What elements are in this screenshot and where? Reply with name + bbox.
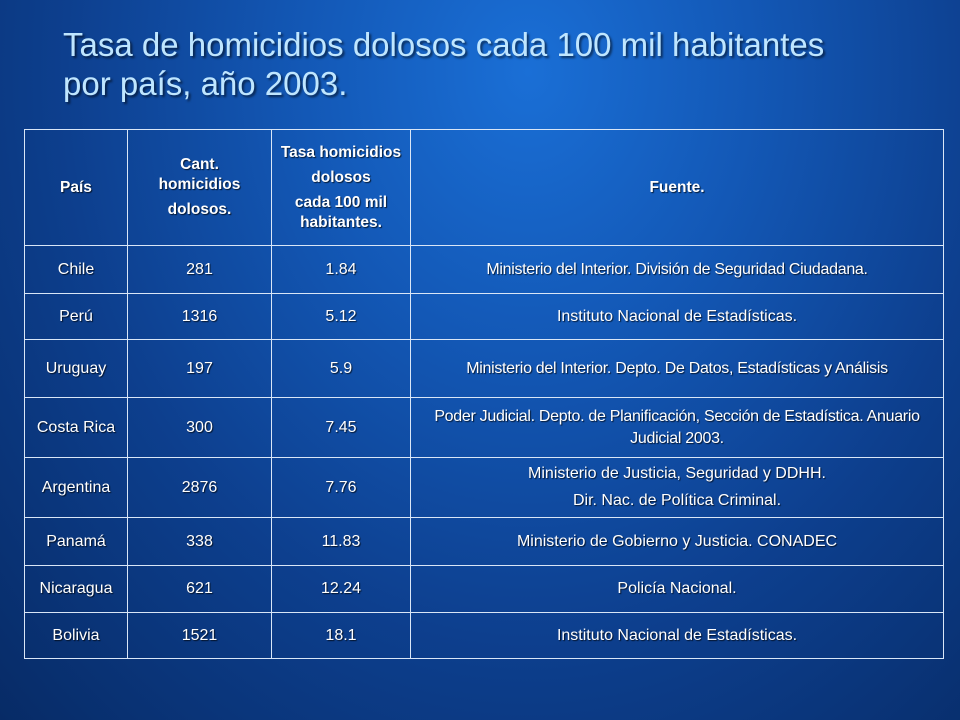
cell-tasa: 18.1 xyxy=(272,613,411,659)
cell-fuente xyxy=(411,340,944,398)
table-row xyxy=(25,340,944,398)
header-fuente xyxy=(411,130,944,246)
header-pais-label: País xyxy=(60,178,92,196)
cell-tasa: 11.83 xyxy=(272,518,411,566)
cell-pais: Costa Rica xyxy=(25,398,128,458)
table-row xyxy=(25,518,944,566)
cell-fuente-line-1: Poder Judicial. Depto. de Planificación, Sección de Estadística. Anuario Judicial 2003. xyxy=(434,407,920,447)
table-row xyxy=(25,294,944,340)
table-row xyxy=(25,246,944,294)
cell-cantidad: 197 xyxy=(128,340,272,398)
cell-pais: Argentina xyxy=(25,458,128,518)
table-header-row xyxy=(25,130,944,246)
cell-cantidad: 1521 xyxy=(128,613,272,659)
header-pais xyxy=(25,130,128,246)
cell-tasa: 5.9 xyxy=(272,340,411,398)
header-cantidad xyxy=(128,130,272,246)
header-tasa-line-1: Tasa homicidios xyxy=(280,143,402,161)
slide-title-line-2: por país, año 2003. xyxy=(63,65,348,102)
slide-title-line-1: Tasa de homicidios dolosos cada 100 mil habitantes xyxy=(63,26,825,63)
cell-fuente xyxy=(411,613,944,659)
cell-cantidad: 621 xyxy=(128,566,272,613)
cell-cantidad: 338 xyxy=(128,518,272,566)
cell-tasa: 7.76 xyxy=(272,458,411,518)
cell-fuente xyxy=(411,518,944,566)
cell-fuente xyxy=(411,246,944,294)
table-row xyxy=(25,613,944,659)
cell-fuente-line-1: Instituto Nacional de Estadísticas. xyxy=(556,626,798,644)
homicide-rate-table xyxy=(24,129,944,659)
header-cantidad-line-1: Cant. homicidios xyxy=(158,156,241,193)
header-tasa xyxy=(272,130,411,246)
cell-fuente xyxy=(411,398,944,458)
cell-cantidad: 300 xyxy=(128,398,272,458)
cell-cantidad: 2876 xyxy=(128,458,272,518)
cell-pais: Perú xyxy=(25,294,128,340)
table-row xyxy=(25,458,944,518)
table-row xyxy=(25,398,944,458)
cell-pais: Chile xyxy=(25,246,128,294)
cell-fuente xyxy=(411,294,944,340)
cell-fuente-line-1: Ministerio del Interior. Depto. De Datos, Estadísticas y Análisis xyxy=(466,359,888,377)
header-tasa-line-2: dolosos xyxy=(311,168,371,186)
cell-tasa: 5.12 xyxy=(272,294,411,340)
cell-fuente-line-1: Ministerio de Justicia, Seguridad y DDHH. xyxy=(528,465,826,482)
header-tasa-line-3: cada 100 mil habitantes. xyxy=(294,193,388,231)
header-cantidad-line-2: dolosos. xyxy=(167,201,232,218)
cell-tasa: 7.45 xyxy=(272,398,411,458)
cell-pais: Panamá xyxy=(25,518,128,566)
cell-fuente-line-2: Dir. Nac. de Política Criminal. xyxy=(572,492,782,509)
cell-fuente-line-1: Instituto Nacional de Estadísticas. xyxy=(556,307,798,325)
cell-cantidad: 281 xyxy=(128,246,272,294)
cell-fuente-line-1: Ministerio del Interior. División de Seguridad Ciudadana. xyxy=(486,260,868,278)
cell-tasa: 12.24 xyxy=(272,566,411,613)
cell-pais: Uruguay xyxy=(25,340,128,398)
cell-fuente xyxy=(411,566,944,613)
cell-pais: Nicaragua xyxy=(25,566,128,613)
cell-tasa: 1.84 xyxy=(272,246,411,294)
cell-pais: Bolivia xyxy=(25,613,128,659)
cell-cantidad: 1316 xyxy=(128,294,272,340)
cell-fuente-line-1: Policía Nacional. xyxy=(617,580,737,597)
header-fuente-label: Fuente. xyxy=(649,178,705,196)
slide-title xyxy=(63,25,923,103)
table-row xyxy=(25,566,944,613)
cell-fuente-line-1: Ministerio de Gobierno y Justicia. CONADEC xyxy=(516,532,838,550)
cell-fuente xyxy=(411,458,944,518)
